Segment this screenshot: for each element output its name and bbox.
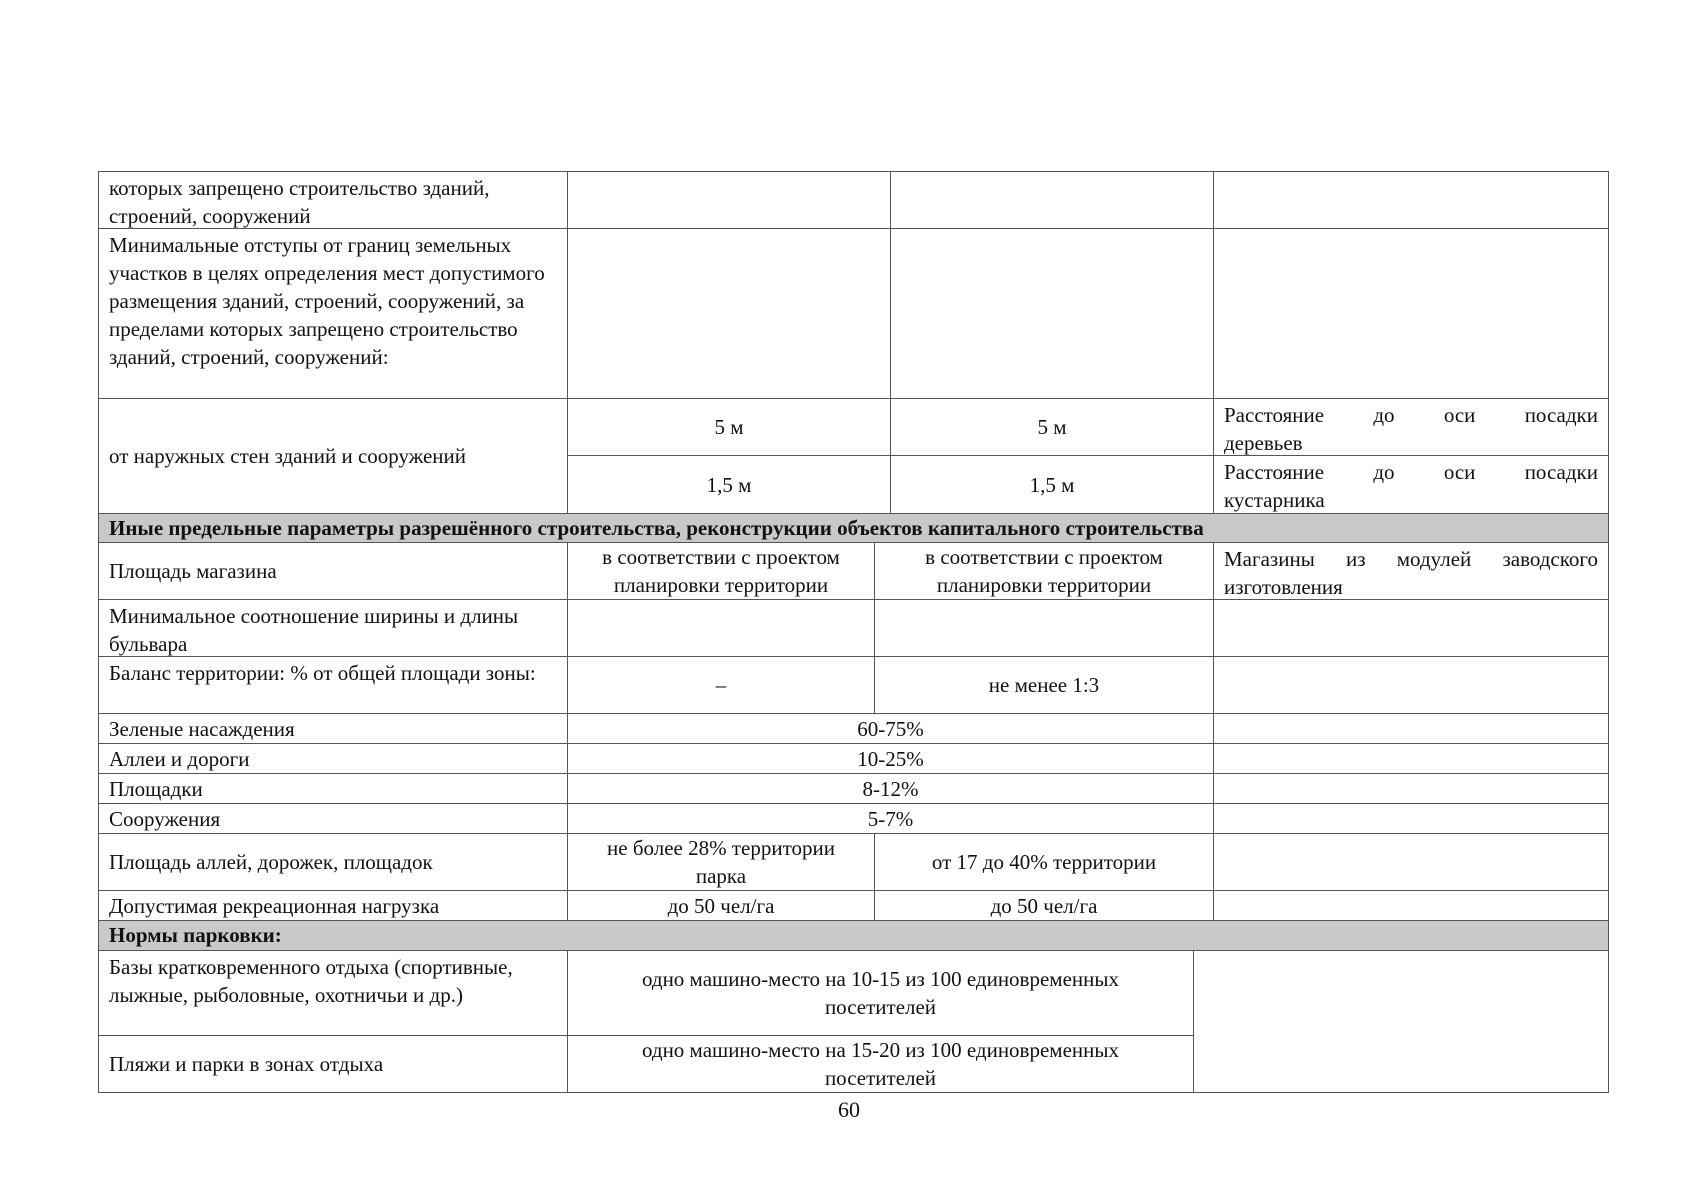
page-number: 60 <box>838 1097 860 1122</box>
table-cell <box>874 890 1214 921</box>
table-cell <box>1213 890 1609 921</box>
word: Расстояние <box>1224 403 1325 427</box>
table-cell <box>567 656 875 714</box>
justified-line <box>1224 545 1598 573</box>
cell-text: до 50 чел/га <box>990 893 1098 918</box>
table-cell <box>98 803 568 834</box>
table-cell <box>874 656 1214 714</box>
table-cell <box>567 773 1214 804</box>
table-cell <box>567 455 891 514</box>
word: до <box>1373 460 1395 484</box>
table-cell <box>890 228 1214 399</box>
cell-text: не более 28% территории парка <box>607 836 835 888</box>
table-cell <box>567 228 891 399</box>
cell-text: 1,5 м <box>1029 472 1075 497</box>
cell-text: от 17 до 40% территории <box>931 850 1157 874</box>
cell-text: кустарника <box>1224 488 1325 512</box>
cell-text: от наружных стен зданий и сооружений <box>109 444 466 468</box>
table-cell <box>567 398 891 456</box>
table-cell <box>1213 713 1609 744</box>
table-cell: которых запрещено строительство зданий, строений, сооружений <box>98 171 568 229</box>
cell-text: Пляжи и парки в зонах отдыха <box>109 1052 384 1076</box>
table-cell <box>874 542 1214 600</box>
table-cell <box>567 542 875 600</box>
cell-text: Сооружения <box>109 806 221 831</box>
cell-text: Площадки <box>109 776 203 801</box>
cell-text: изготовления <box>1224 575 1343 599</box>
table-cell <box>890 171 1214 229</box>
justified-line <box>1224 401 1598 429</box>
table-cell <box>567 950 1194 1036</box>
cell-text: одно машино-место на 15-20 из 100 единовременных посетителей <box>641 1038 1119 1090</box>
cell-text: Зеленые насаждения <box>109 716 295 741</box>
cell-text: Допустимая рекреационная нагрузка <box>109 893 440 918</box>
justified-line <box>1224 458 1598 486</box>
table-cell: Баланс территории: % от общей площади зоны: <box>98 656 568 714</box>
table-cell <box>1213 743 1609 774</box>
cell-text: Площадь аллей, дорожек, площадок <box>109 850 433 874</box>
word: оси <box>1443 403 1476 427</box>
table-cell <box>98 713 568 744</box>
table-cell <box>98 743 568 774</box>
table-cell <box>1213 171 1609 229</box>
table-cell <box>1213 803 1609 834</box>
word: посадки <box>1524 460 1598 484</box>
table-cell <box>567 743 1214 774</box>
table-cell <box>1193 950 1609 1093</box>
table-cell <box>1213 398 1609 456</box>
table-cell <box>890 398 1214 456</box>
section-header: Нормы парковки: <box>98 920 1609 951</box>
table-cell: Базы кратковременного отдыха (спортивные, лыжные, рыболовные, охотничьи и др.) <box>98 950 568 1036</box>
section-header: Иные предельные параметры разрешённого строительства, реконструкции объектов капитального строительства <box>98 513 1609 543</box>
table-cell <box>890 455 1214 514</box>
table-cell <box>567 599 875 657</box>
table-cell <box>567 171 891 229</box>
cell-text: – <box>715 673 727 697</box>
table-cell <box>874 833 1214 891</box>
table-cell <box>1213 599 1609 657</box>
cell-text: 5 м <box>714 415 744 439</box>
table-cell <box>98 398 568 514</box>
word: Магазины <box>1224 547 1315 571</box>
table-cell: Минимальное соотношение ширины и длины бульвара <box>98 599 568 657</box>
word: до <box>1373 403 1395 427</box>
cell-text: 1,5 м <box>706 472 752 497</box>
table-cell <box>567 833 875 891</box>
cell-text: до 50 чел/га <box>667 893 775 918</box>
word: модулей <box>1396 547 1472 571</box>
cell-text: 60-75% <box>857 716 924 741</box>
cell-text: деревьев <box>1224 431 1303 455</box>
table-cell <box>98 833 568 891</box>
table-cell <box>98 773 568 804</box>
table-cell <box>874 599 1214 657</box>
table-cell <box>567 803 1214 834</box>
table-cell: Минимальные отступы от границ земельных участков в целях определения мест допустимого размещения зданий, строений, сооружений, за пределами которых запрещено строительство зданий, строений, сооружений: <box>98 228 568 399</box>
cell-text: Аллеи и дороги <box>109 746 250 771</box>
word: из <box>1346 547 1366 571</box>
cell-text: 10-25% <box>857 746 924 771</box>
word: посадки <box>1524 403 1598 427</box>
cell-text: не менее 1:3 <box>988 673 1100 697</box>
cell-text: в соответствии с проектом планировки территории <box>602 545 840 597</box>
table-cell <box>1213 656 1609 714</box>
cell-text: одно машино-место на 10-15 из 100 единовременных посетителей <box>641 967 1119 1019</box>
cell-text: в соответствии с проектом планировки территории <box>925 545 1163 597</box>
table-cell <box>567 713 1214 744</box>
cell-text: 5 м <box>1037 415 1067 439</box>
cell-text: 5-7% <box>867 806 914 831</box>
cell-text: 8-12% <box>862 776 919 801</box>
cell-text: Площадь магазина <box>109 559 277 583</box>
table-cell <box>1213 542 1609 600</box>
table-cell <box>567 1035 1194 1093</box>
table-cell <box>98 890 568 921</box>
table-cell <box>98 542 568 600</box>
table-cell <box>98 1035 568 1093</box>
table-cell <box>1213 455 1609 514</box>
word: оси <box>1443 460 1476 484</box>
word: Расстояние <box>1224 460 1325 484</box>
table-cell <box>1213 228 1609 399</box>
table-cell <box>1213 833 1609 891</box>
word: заводского <box>1502 547 1598 571</box>
table-cell <box>1213 773 1609 804</box>
table-cell <box>567 890 875 921</box>
